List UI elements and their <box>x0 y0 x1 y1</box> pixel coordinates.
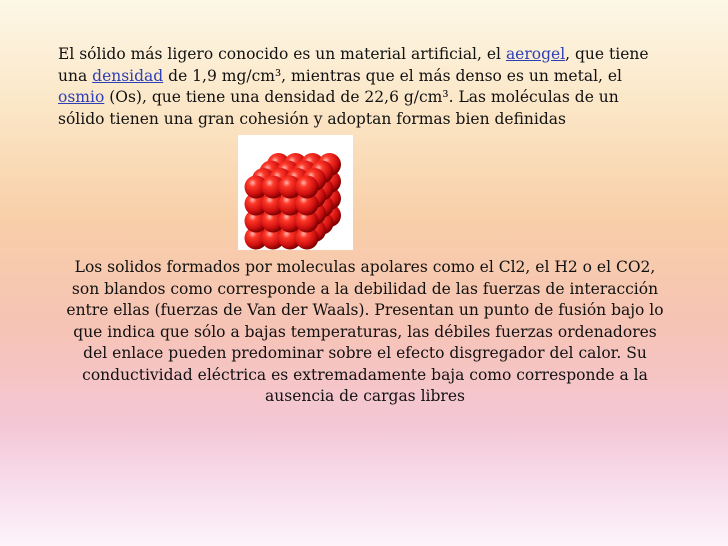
intro-text-2: , que tiene una <box>58 45 649 85</box>
densidad-link[interactable]: densidad <box>92 66 164 85</box>
intro-text-4: (Os), que tiene una densidad de 22,6 g/cm³. Las moléculas de un sólido tienen una gran cohesión y adoptan formas bien definidas <box>58 88 619 128</box>
osmio-link[interactable]: osmio <box>58 88 105 106</box>
crystal-lattice-image <box>238 135 353 250</box>
red-sphere-cube-lattice-icon <box>238 135 353 250</box>
intro-text-1: El sólido más ligero conocido es un material artificial, el <box>58 45 506 63</box>
intro-paragraph <box>58 44 658 130</box>
molecular-solids-paragraph: Los solidos formados por moleculas apolares como el Cl2, el H2 o el CO2, son blandos como corresponde a la debilidad de las fuerzas de interacción entre ellas (fuerzas de Van der Waals). Presentan un punto de fusión bajo lo que indica que sólo a bajas temperaturas, las débiles fuerzas ordenadores del enlace pueden predominar sobre el efecto disgregador del calor. Su conductividad eléctrica es extremadamente baja como corresponde a la ausencia de cargas libres <box>66 258 664 405</box>
aerogel-link[interactable]: aerogel <box>505 45 566 63</box>
sphere <box>296 176 319 199</box>
intro-text-3: de 1,9 mg/cm³, mientras que el más denso es un metal, el <box>163 66 623 85</box>
